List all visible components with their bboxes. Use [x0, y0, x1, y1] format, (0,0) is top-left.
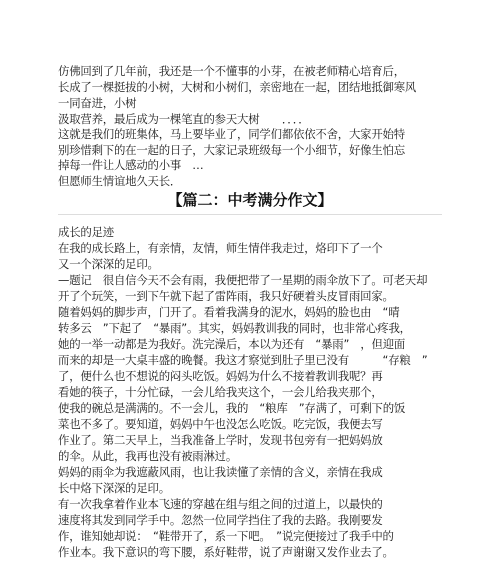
essay-line: 菜也不多了。要知道，妈妈中午也没怎么吃饭。吃完饭，我便去写	[58, 417, 383, 431]
divider	[58, 214, 442, 215]
essay-line: —题记 很自信今天不会有雨，我便把带了一星期的雨伞放下了。可老天却	[58, 273, 428, 287]
essay-line: 随着妈妈的脚步声，门开了。看着我满身的泥水，妈妈的脸也由 “晴	[58, 305, 400, 319]
intro-line: 汲取营养，最后成为一棵笔直的参天大树 ．．．．	[58, 112, 310, 126]
essay-line: 又一个深深的足印。	[58, 257, 159, 271]
essay-title: 成长的足迹	[58, 225, 114, 239]
essay-line: 长中烙下深深的足印。	[58, 481, 170, 495]
essay-line: 有一次我拿着作业本飞速的穿越在组与组之间的过道上，以最快的	[58, 497, 383, 511]
intro-line: 别珍惜剩下的在一起的日子，大家记录班级每一个小细节，好像生怕忘	[58, 143, 405, 157]
intro-line: 仿佛回到了几年前，我还是一个不懂事的小芽，在被老师精心培育后，	[58, 64, 405, 78]
intro-line: 掉每一件让人感动的小事 …	[58, 158, 204, 172]
essay-line: 使我的碗总是满满的。不一会儿，我的 “粮库 ”存满了，可剩下的饭	[58, 401, 406, 415]
intro-line: 这就是我们的班集体，马上要毕业了，同学们都依依不舍，大家开始特	[58, 127, 405, 141]
essay-line: 看她的筷子，十分忙碌，一会儿给我夹这个，一会儿给我夹那个，	[58, 385, 383, 399]
essay-line: 作业了。第二天早上，当我准备上学时，发现书包旁有一把妈妈放	[58, 433, 383, 447]
essay-line: 开了个玩笑，一到下午就下起了雷阵雨，我只好硬着头皮冒雨回家。	[58, 289, 394, 303]
essay-line: 了，便什么也不想说的闷头吃饭。妈妈为什么不接着教训我呢？再	[58, 369, 383, 383]
intro-line: 一同奋进，小树	[58, 96, 137, 110]
intro-line: 长成了一棵挺拔的小树，大树和小树们，亲密地在一起，团结地抵御寒风	[58, 80, 417, 94]
essay-line: 作，谁知她却说： “鞋带开了，系一下吧。 ”说完便接过了我手中的	[58, 529, 394, 543]
intro-line: 但愿师生情谊地久天长．	[58, 174, 182, 188]
section-title: 【篇二：中考满分作文】	[167, 191, 333, 209]
essay-line: 而来的却是一大桌丰盛的晚餐。我这才察觉到肚子里已没有 “存粮 ”	[58, 353, 428, 367]
essay-line: 转多云 ”下起了 “暴雨”。其实，妈妈教训我的同时，也非常心疼我，	[58, 321, 411, 335]
essay-line: 作业本。我下意识的弯下腰，系好鞋带，说了声谢谢又发作业去了。	[58, 545, 394, 559]
essay-line: 在我的成长路上，有亲情，友情，师生情伴我走过，烙印下了一个	[58, 241, 383, 255]
essay-line: 她的一举一动都是为我好。洗完澡后，本以为还有 “暴雨” ，但迎面	[58, 337, 406, 351]
essay-line: 的伞。从此，我再也没有被雨淋过。	[58, 449, 238, 463]
essay-line: 妈妈的雨伞为我遮蔽风雨，也让我读懂了亲情的含义，亲情在我成	[58, 465, 383, 479]
essay-line: 速度将其发到同学手中。忽然一位同学挡住了我的去路。我刚要发	[58, 513, 383, 527]
